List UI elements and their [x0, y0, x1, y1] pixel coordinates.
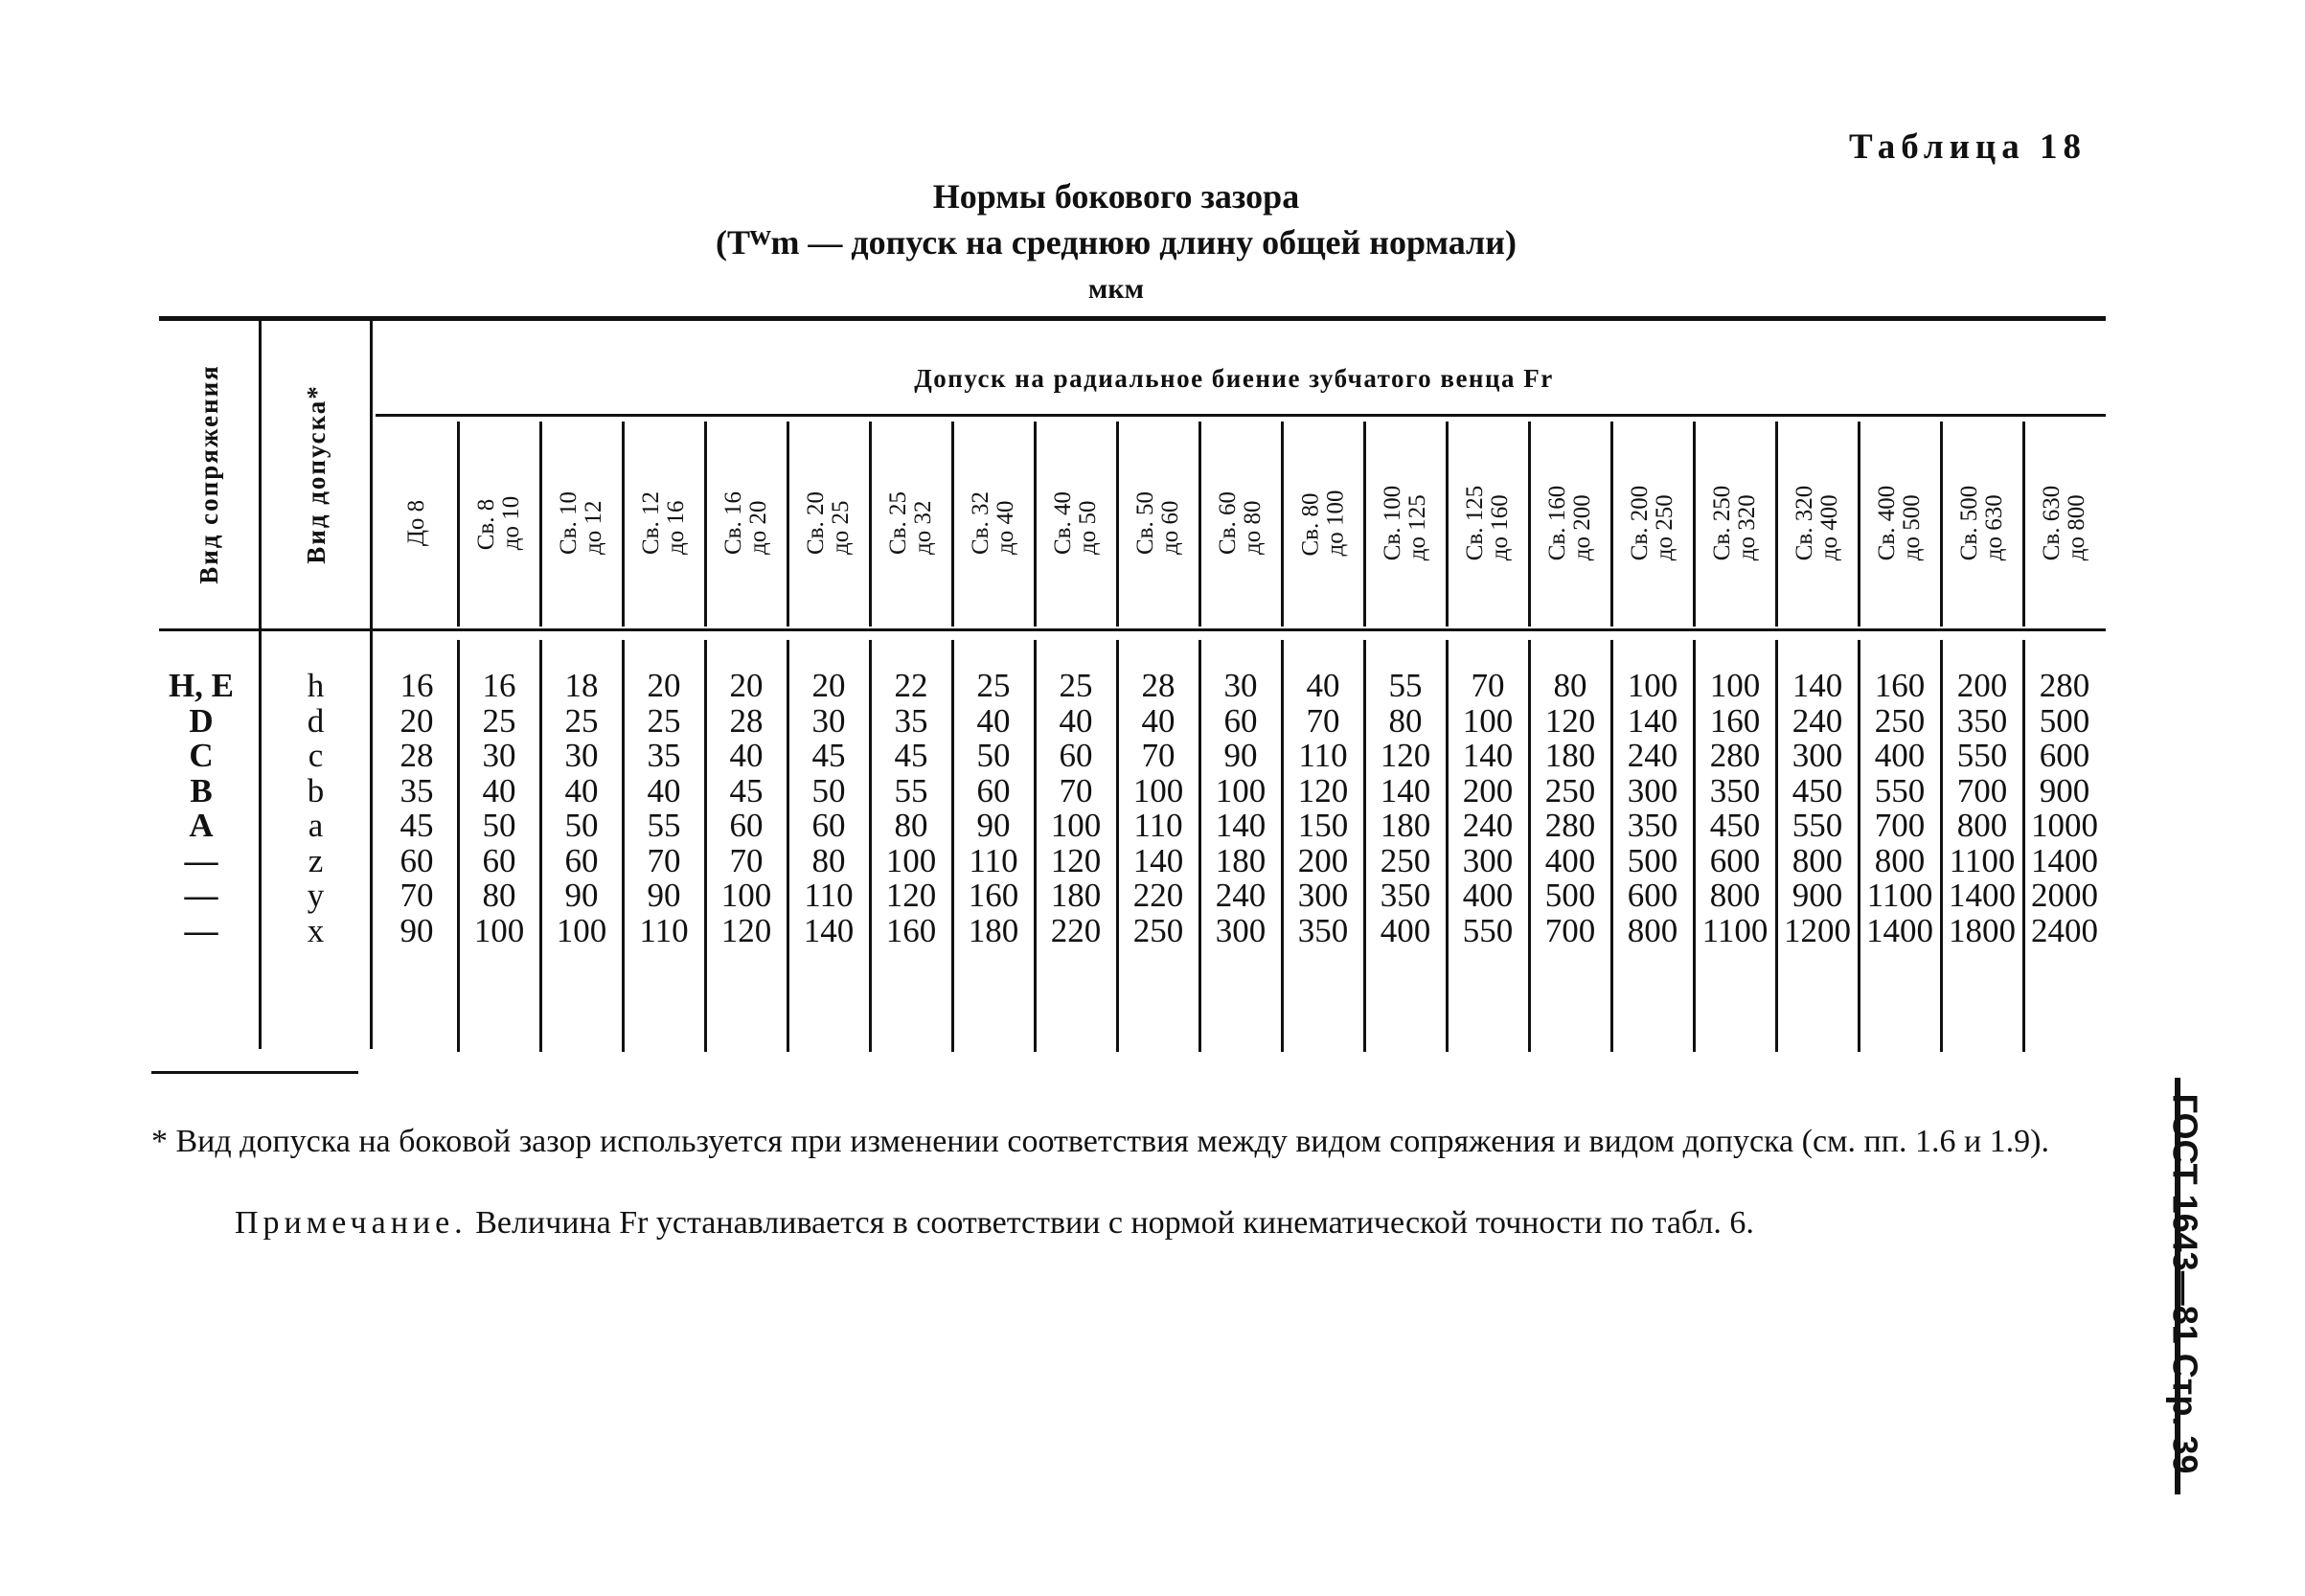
range-col-divider [1693, 422, 1696, 627]
value-cell: 80 [811, 841, 846, 879]
range-header [1611, 420, 1694, 626]
tolerance-type-header: Вид допуска* [301, 384, 331, 564]
range-col-divider [1116, 422, 1119, 627]
col-divider [370, 319, 373, 1049]
value-cell: 450 [1709, 807, 1761, 844]
range-col-divider [457, 422, 460, 627]
value-cell: 1400 [1866, 911, 1933, 949]
value-cell: 40 [729, 737, 764, 774]
range-header-line: до 800 [2063, 493, 2089, 560]
range-header-line: Св. 80 [1296, 492, 1323, 556]
value-cell: 100 [556, 911, 607, 949]
value-cell: 800 [1709, 877, 1761, 914]
range-header-line: до 630 [1980, 493, 2007, 560]
value-cell: 700 [1544, 911, 1596, 949]
value-cell: 90 [976, 807, 1011, 844]
range-header [1447, 420, 1529, 626]
range-header-line: до 32 [909, 500, 936, 555]
value-cell: 80 [1388, 701, 1423, 740]
range-header-line: Св. 320 [1791, 485, 1817, 560]
range-header-line: Св. 60 [1214, 490, 1241, 555]
range-header-line: Св. 630 [2038, 485, 2065, 560]
range-col-divider [1528, 422, 1531, 627]
range-header-line: Св. 125 [1461, 485, 1488, 560]
value-cell: 25 [482, 701, 516, 740]
value-cell: 600 [1627, 877, 1678, 914]
mating-type-cell: — [184, 877, 218, 914]
tolerance-type-cell: z [308, 841, 324, 879]
value-cell: 700 [1956, 771, 2008, 809]
value-cell: 30 [482, 737, 516, 774]
value-cell: 80 [894, 807, 928, 844]
value-cell: 240 [1462, 807, 1514, 844]
range-header [540, 420, 623, 626]
table-title: Нормы бокового зазора [932, 177, 1300, 216]
value-cell: 350 [1956, 701, 2008, 740]
value-cell: 200 [1297, 841, 1349, 879]
range-col-divider [1858, 422, 1860, 627]
value-cell: 400 [1380, 911, 1431, 949]
value-cell: 70 [399, 877, 434, 914]
value-cell: 100 [1462, 701, 1514, 740]
range-header [1199, 420, 1282, 626]
value-cell: 180 [1050, 877, 1102, 914]
page-reference-text: ГОСТ 1643—81 Стр. 39 [2165, 1093, 2205, 1474]
value-cell: 250 [1874, 701, 1926, 740]
value-cell: 1100 [1701, 911, 1769, 949]
value-cell: 50 [976, 737, 1011, 774]
value-cell: 250 [1132, 911, 1184, 949]
value-cell: 280 [1544, 807, 1596, 844]
value-cell: 550 [1462, 911, 1514, 949]
value-cell: 120 [1380, 737, 1431, 774]
value-cell: 22 [894, 667, 928, 704]
value-cell: 55 [1388, 667, 1423, 704]
value-cell: 500 [1627, 841, 1678, 879]
value-cell: 60 [1223, 701, 1258, 740]
value-cell: 140 [1792, 667, 1843, 704]
value-cell: 800 [1792, 841, 1843, 879]
value-cell: 250 [1544, 771, 1596, 809]
range-col-divider [539, 422, 542, 627]
value-cell: 140 [1132, 841, 1184, 879]
value-cell: 100 [720, 877, 772, 914]
range-header-line: Св. 100 [1379, 485, 1405, 560]
range-header-line: до 500 [1898, 493, 1925, 560]
value-cell: 280 [1709, 737, 1761, 774]
page-reference [2127, 1073, 2242, 1494]
value-cell: 280 [2039, 667, 2090, 704]
value-cell: 110 [1133, 807, 1183, 844]
value-cell: 25 [976, 667, 1011, 704]
range-header-line: до 60 [1156, 500, 1183, 555]
value-cell: 1100 [1949, 841, 2016, 879]
value-cell: 60 [729, 807, 764, 844]
value-cell: 120 [1544, 701, 1596, 740]
value-cell: 160 [885, 911, 937, 949]
range-col-divider [622, 422, 625, 627]
value-cell: 100 [1627, 667, 1678, 704]
value-cell: 240 [1627, 737, 1678, 774]
value-cell: 180 [1380, 807, 1431, 844]
mating-type-cell: H, E [168, 667, 235, 704]
range-header-line: до 160 [1486, 493, 1513, 560]
value-cell: 40 [976, 701, 1011, 740]
value-cell: 180 [968, 911, 1019, 949]
value-cell: 400 [1544, 841, 1596, 879]
value-cell: 120 [1297, 771, 1349, 809]
value-cell: 45 [729, 771, 764, 809]
value-cell: 60 [399, 841, 434, 879]
value-cell: 70 [729, 841, 764, 879]
value-cell: 220 [1132, 877, 1184, 914]
value-cell: 700 [1874, 807, 1926, 844]
range-header [1859, 420, 1941, 626]
value-cell: 240 [1792, 701, 1843, 740]
value-cell: 900 [2039, 771, 2090, 809]
mating-type-cell: C [189, 737, 214, 774]
value-cell: 30 [564, 737, 599, 774]
value-cell: 2000 [2031, 877, 2098, 914]
value-cell: 250 [1380, 841, 1431, 879]
value-cell: 100 [1132, 771, 1184, 809]
value-cell: 1100 [1866, 877, 1933, 914]
value-cell: 300 [1462, 841, 1514, 879]
range-header [1035, 420, 1117, 626]
range-header [870, 420, 952, 626]
value-cell: 90 [1223, 737, 1258, 774]
table-end-rule [151, 1071, 358, 1074]
value-cell: 110 [804, 877, 854, 914]
mating-type-cell: B [190, 771, 213, 809]
tolerance-type-cell: a [308, 807, 324, 844]
range-header-line: до 80 [1239, 500, 1266, 555]
range-header [1529, 420, 1611, 626]
value-cell: 500 [2039, 701, 2090, 740]
value-cell: 110 [1298, 737, 1348, 774]
value-cell: 350 [1627, 807, 1678, 844]
range-header-line: до 400 [1815, 493, 1842, 560]
value-cell: 1000 [2031, 807, 2098, 844]
range-header-line: до 20 [744, 500, 771, 555]
range-header-line: Св. 32 [967, 490, 993, 555]
range-header-line: Св. 40 [1049, 490, 1076, 555]
value-cell: 80 [1553, 667, 1587, 704]
value-cell: 40 [564, 771, 599, 809]
range-header-line: Св. 8 [472, 498, 499, 550]
value-cell: 120 [885, 877, 937, 914]
value-cell: 18 [564, 667, 599, 704]
range-header-line: до 250 [1651, 493, 1677, 560]
value-cell: 25 [647, 701, 681, 740]
value-cell: 40 [1141, 701, 1175, 740]
value-cell: 300 [1792, 737, 1843, 774]
value-cell: 20 [647, 667, 681, 704]
value-cell: 80 [482, 877, 516, 914]
value-cell: 800 [1627, 911, 1678, 949]
value-cell: 20 [811, 667, 846, 704]
value-cell: 110 [639, 911, 689, 949]
value-cell: 1400 [1949, 877, 2016, 914]
value-cell: 180 [1544, 737, 1596, 774]
value-cell: 400 [1874, 737, 1926, 774]
value-cell: 50 [564, 807, 599, 844]
range-header-line: Св. 25 [884, 490, 911, 555]
value-cell: 40 [647, 771, 681, 809]
value-cell: 60 [811, 807, 846, 844]
range-header [458, 420, 540, 626]
value-cell: 70 [647, 841, 681, 879]
range-header-line: до 100 [1321, 490, 1348, 556]
range-header [1694, 420, 1776, 626]
value-cell: 25 [1059, 667, 1093, 704]
tolerance-type-cell: d [307, 701, 325, 740]
range-header-line: Св. 160 [1543, 485, 1570, 560]
value-cell: 1200 [1784, 911, 1851, 949]
tolerance-type-cell: h [307, 667, 325, 704]
range-header [952, 420, 1035, 626]
range-col-divider [1446, 422, 1449, 627]
tolerance-type-cell: b [307, 771, 325, 809]
value-cell: 45 [894, 737, 928, 774]
tolerance-type-cell: y [307, 877, 325, 914]
range-header-line: Св. 12 [637, 490, 664, 555]
mating-type-cell: — [184, 911, 218, 949]
value-cell: 100 [885, 841, 937, 879]
value-cell: 90 [399, 911, 434, 949]
value-cell: 20 [399, 701, 434, 740]
range-header-line: до 200 [1568, 493, 1595, 560]
value-cell: 70 [1306, 701, 1340, 740]
value-cell: 70 [1059, 771, 1093, 809]
value-cell: 35 [894, 701, 928, 740]
value-cell: 120 [720, 911, 772, 949]
range-header-line: до 320 [1733, 493, 1760, 560]
value-cell: 60 [564, 841, 599, 879]
value-cell: 60 [482, 841, 516, 879]
range-col-divider [787, 422, 789, 627]
value-cell: 300 [1627, 771, 1678, 809]
range-header-line: До 8 [403, 499, 429, 546]
footnote: * Вид допуска на боковой зазор используется при изменении соответствия между видом сопряжения и видом допуска (см. пп. 1.6 и 1.9). [151, 1124, 2049, 1159]
range-header-line: Св. 10 [555, 490, 582, 555]
range-col-divider [951, 422, 954, 627]
value-cell: 350 [1380, 877, 1431, 914]
mating-type-header: Вид сопряжения [194, 364, 224, 584]
value-cell: 90 [564, 877, 599, 914]
value-cell: 16 [482, 667, 516, 704]
range-header-line: Св. 20 [802, 490, 829, 555]
note [235, 1205, 2151, 1242]
range-header [1364, 420, 1447, 626]
value-cell: 600 [2039, 737, 2090, 774]
range-col-divider [1281, 422, 1284, 627]
value-cell: 160 [1874, 667, 1926, 704]
range-header [787, 420, 870, 626]
value-cell: 28 [729, 701, 764, 740]
value-cell: 40 [1306, 667, 1340, 704]
range-header [705, 420, 787, 626]
range-header-line: Св. 50 [1131, 490, 1158, 555]
value-cell: 180 [1215, 841, 1267, 879]
value-cell: 140 [1627, 701, 1678, 740]
value-cell: 400 [1462, 877, 1514, 914]
value-cell: 1400 [2031, 841, 2098, 879]
value-cell: 55 [894, 771, 928, 809]
range-header-line: до 125 [1404, 493, 1430, 560]
value-cell: 450 [1792, 771, 1843, 809]
value-cell: 25 [564, 701, 599, 740]
value-cell: 35 [647, 737, 681, 774]
value-cell: 110 [969, 841, 1018, 879]
value-cell: 16 [399, 667, 434, 704]
value-cell: 550 [1956, 737, 2008, 774]
value-cell: 120 [1050, 841, 1102, 879]
header-bottom-rule [159, 628, 2106, 631]
value-cell: 350 [1297, 911, 1349, 949]
range-header-line: Св. 500 [1955, 485, 1982, 560]
value-cell: 800 [1956, 807, 2008, 844]
range-col-divider [1775, 422, 1778, 627]
span-header-rule [376, 414, 2106, 417]
value-cell: 140 [1215, 807, 1267, 844]
table-top-rule [159, 316, 2106, 321]
value-cell: 55 [647, 807, 681, 844]
value-cell: 100 [473, 911, 525, 949]
value-cell: 2400 [2031, 911, 2098, 949]
range-col-divider [1363, 422, 1366, 627]
range-header-line: до 25 [827, 500, 854, 555]
range-header [1776, 420, 1859, 626]
value-cell: 28 [1141, 667, 1175, 704]
note-label: Примечание. [235, 1205, 468, 1241]
value-cell: 100 [1215, 771, 1267, 809]
value-cell: 30 [811, 701, 846, 740]
value-cell: 160 [1709, 701, 1761, 740]
value-cell: 160 [968, 877, 1019, 914]
value-cell: 100 [1709, 667, 1761, 704]
range-header-line: до 10 [497, 495, 524, 550]
range-header-line: до 40 [992, 500, 1018, 555]
value-cell: 60 [1059, 737, 1093, 774]
table-subtitle: (Tᵂm — допуск на среднюю длину общей нормали) [716, 223, 1517, 262]
value-cell: 550 [1792, 807, 1843, 844]
range-header-line: до 12 [580, 500, 606, 555]
range-header [2023, 420, 2106, 626]
value-cell: 900 [1792, 877, 1843, 914]
tolerance-type-cell: x [307, 911, 325, 949]
value-cell: 300 [1297, 877, 1349, 914]
value-cell: 50 [482, 807, 516, 844]
radial-runout-header: Допуск на радиальное биение зубчатого венца Fr [914, 364, 1554, 393]
value-cell: 240 [1215, 877, 1267, 914]
value-cell: 70 [1141, 737, 1175, 774]
range-col-divider [1610, 422, 1613, 627]
value-cell: 28 [399, 737, 434, 774]
table-label: Таблица 18 [1849, 127, 2087, 167]
range-col-divider [1034, 422, 1037, 627]
range-col-divider [704, 422, 707, 627]
value-cell: 500 [1544, 877, 1596, 914]
value-cell: 45 [811, 737, 846, 774]
range-header-line: до 16 [662, 500, 689, 555]
value-cell: 20 [729, 667, 764, 704]
range-col-divider [2022, 422, 2025, 627]
range-header-line: Св. 200 [1626, 485, 1653, 560]
range-header-line: Св. 16 [719, 490, 746, 555]
range-col-divider [869, 422, 872, 627]
value-cell: 45 [399, 807, 434, 844]
value-cell: 600 [1709, 841, 1761, 879]
value-cell: 35 [399, 771, 434, 809]
range-header [623, 420, 705, 626]
value-cell: 200 [1462, 771, 1514, 809]
value-cell: 800 [1874, 841, 1926, 879]
value-cell: 300 [1215, 911, 1267, 949]
value-cell: 1800 [1949, 911, 2016, 949]
value-cell: 40 [1059, 701, 1093, 740]
range-header-line: до 50 [1074, 500, 1101, 555]
value-cell: 140 [803, 911, 855, 949]
range-header [376, 420, 458, 626]
range-col-divider [1198, 422, 1201, 627]
value-cell: 220 [1050, 911, 1102, 949]
value-cell: 550 [1874, 771, 1926, 809]
value-cell: 200 [1956, 667, 2008, 704]
table-units: мкм [1087, 273, 1145, 305]
value-cell: 50 [811, 771, 846, 809]
mating-type-cell: A [189, 807, 214, 844]
value-cell: 150 [1297, 807, 1349, 844]
mating-type-cell: — [184, 841, 218, 879]
range-header [1941, 420, 2023, 626]
value-cell: 350 [1709, 771, 1761, 809]
range-header [1117, 420, 1199, 626]
tolerance-type-cell: c [308, 737, 324, 774]
value-cell: 30 [1223, 667, 1258, 704]
value-cell: 100 [1050, 807, 1102, 844]
value-cell: 60 [976, 771, 1011, 809]
range-col-divider [1940, 422, 1943, 627]
value-cell: 140 [1380, 771, 1431, 809]
mating-type-cell: D [189, 701, 214, 740]
value-cell: 70 [1471, 667, 1505, 704]
note-text: Величина Fr устанавливается в соответствии с нормой кинематической точности по табл. 6. [467, 1205, 1754, 1241]
value-cell: 40 [482, 771, 516, 809]
value-cell: 90 [647, 877, 681, 914]
range-header-line: Св. 400 [1873, 485, 1900, 560]
value-cell: 140 [1462, 737, 1514, 774]
range-header-line: Св. 250 [1708, 485, 1735, 560]
range-header [1282, 420, 1364, 626]
